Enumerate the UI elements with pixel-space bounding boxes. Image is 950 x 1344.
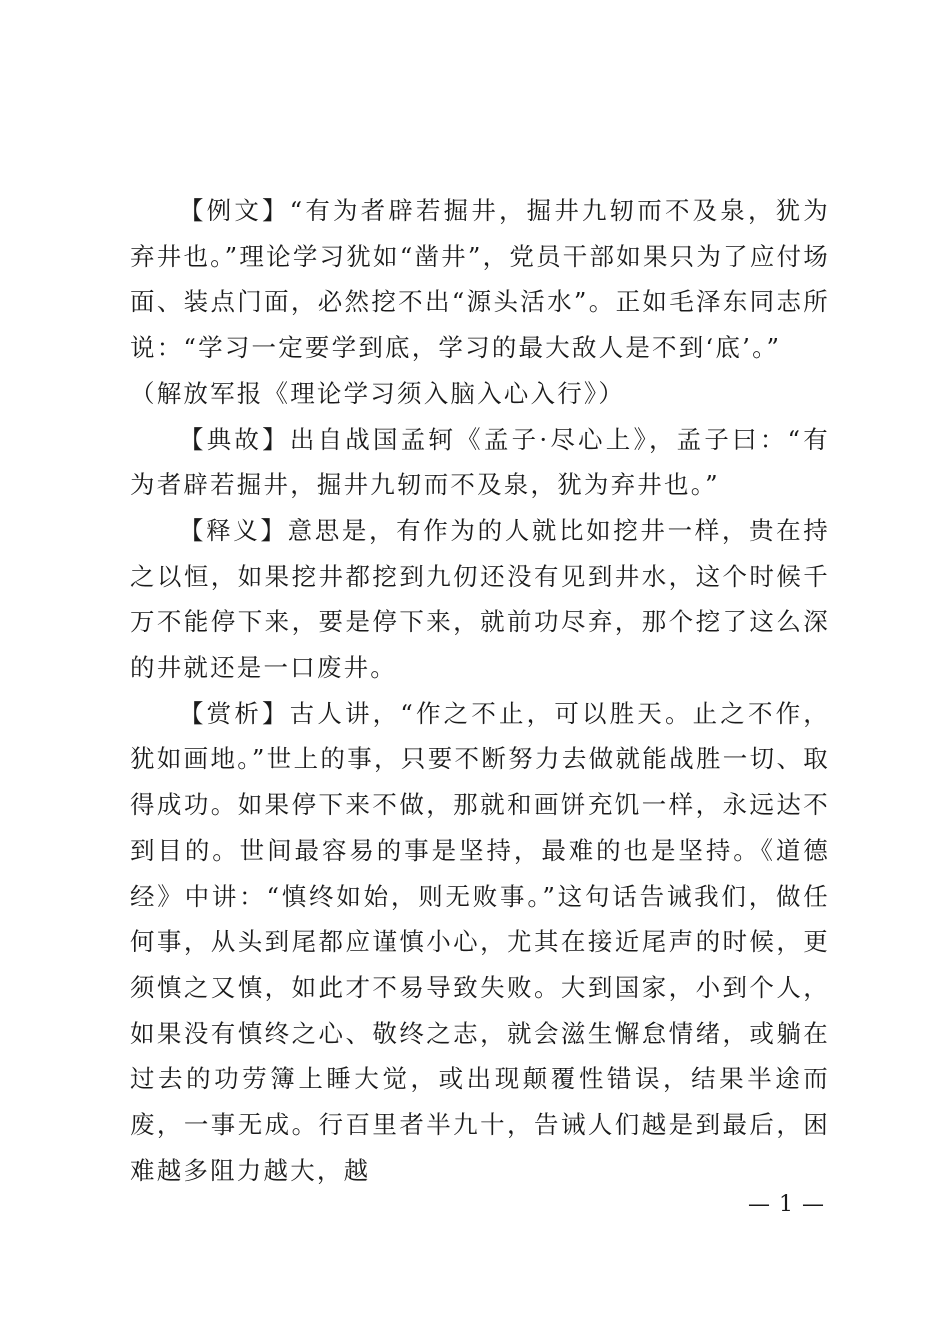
paragraph-meaning: 【释义】意思是，有作为的人就比如挖井一样，贵在持之以恒，如果挖井都挖到九仞还没有见到井水，这个时候千万不能停下来，要是停下来，就前功尽弃，那个挖了这么深的井就还是一口废井。: [130, 515, 830, 683]
page-number: — 1 —: [748, 1192, 825, 1217]
paragraph-example: 【例文】“有为者辟若掘井，掘井九轫而不及泉，犹为弃井也。”理论学习犹如“凿井”，党员干部如果只为了应付场面、装点门面，必然挖不出“源头活水”。正如毛泽东同志所说：“学习一定要学到底，学习的最大敌人是不到‘底’。”: [130, 196, 830, 363]
document-body: [130, 188, 830, 1193]
paragraph-source: （解放军报《理论学习须入脑入心入行》）: [130, 378, 626, 408]
paragraph-appreciation: 【赏析】古人讲，“作之不止，可以胜天。止之不作，犹如画地。”世上的事，只要不断努力去做就能战胜一切、取得成功。如果停下来不做，那就和画饼充饥一样，永远达不到目的。世间最容易的事是坚持，最难的也是坚持。《道德经》中讲：“慎终如始，则无败事。”这句话告诫我们，做任何事，从头到尾都应谨慎小心，尤其在接近尾声的时候，更须慎之又慎，如此才不易导致失败。大到国家，小到个人，如果没有慎终之心、敬终之志，就会滋生懈怠情绪，或躺在过去的功劳簿上睡大觉，或出现颠覆性错误，结果半途而废，一事无成。行百里者半九十，告诫人们越是到最后，困难越多阻力越大，越: [130, 698, 830, 1185]
paragraph-allusion: 【典故】出自战国孟轲《孟子·尽心上》，孟子曰：“有为者辟若掘井，掘井九轫而不及泉，犹为弃井也。”: [130, 424, 830, 500]
